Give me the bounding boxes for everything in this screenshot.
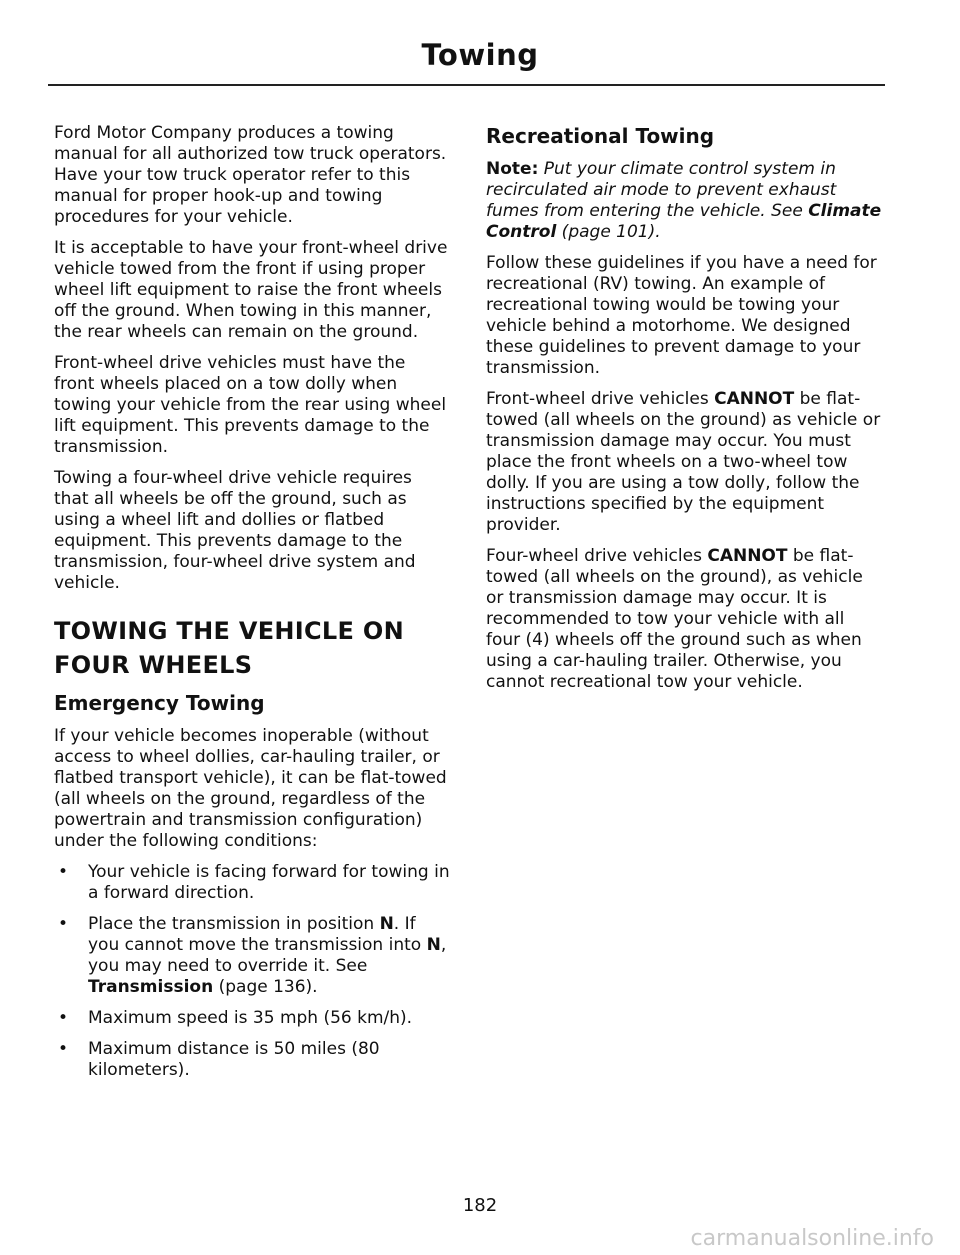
- bullet-icon: •: [58, 914, 69, 934]
- recreational-towing-heading: Recreational Towing: [486, 124, 715, 148]
- right-column: [486, 123, 882, 703]
- header-divider: [48, 84, 885, 86]
- page-reference: (page 101).: [556, 222, 661, 242]
- page-number: 182: [462, 1195, 498, 1216]
- paragraph-front-tow: It is acceptable to have your front-wheel drive vehicle towed from the front if using proper wheel lift equipment to raise the front wheels off the ground. When towing in this manner, the rear wheels can remain on the ground.: [54, 238, 448, 342]
- climate-control-link[interactable]: Climate Control: [486, 201, 882, 242]
- paragraph-emergency-conditions: If your vehicle becomes inoperable (without access to wheel dollies, car-hauling trailer, or flatbed transport vehicle), it can be flat-towed (all wheels on the ground, regardless of the powertrain and transmission configuration) under the following conditions:: [54, 726, 447, 851]
- paragraph-4wd-cannot: [486, 546, 882, 693]
- list-item-text: Place the transmission in position: [88, 914, 380, 934]
- paragraph-text: Four-wheel drive vehicles: [486, 546, 708, 566]
- paragraph-tow-manual: Ford Motor Company produces a towing manual for all authorized tow truck operators. Have your tow truck operator refer to this manual for proper hook-up and towing procedures for your vehicle.: [54, 123, 447, 227]
- list-item: [54, 862, 450, 904]
- note-text: Put your climate control system in recirculated air mode to prevent exhaust fumes from entering the vehicle. See: [486, 159, 837, 221]
- paragraph-text: be flat-towed (all wheels on the ground), as vehicle or transmission damage may occur. It is recommended to tow your vehicle with all four (4) wheels off the ground such as when using a car-hauling trailer. Otherwise, you cannot recreational tow your vehicle.: [486, 546, 863, 692]
- note-label: Note:: [486, 159, 539, 179]
- conditions-list: [54, 862, 450, 1081]
- paragraph-text: be flat-towed (all wheels on the ground) as vehicle or transmission damage may occur. You must place the front wheels on a two-wheel tow dolly. If you are using a tow dolly, follow the instructions specified by the equipment provider.: [486, 389, 881, 535]
- note-paragraph: [486, 159, 882, 243]
- list-item-text: Your vehicle is facing forward for towing in a forward direction.: [88, 862, 450, 903]
- transmission-link[interactable]: Transmission: [88, 977, 214, 997]
- emergency-towing-heading: Emergency Towing: [54, 691, 265, 715]
- list-item: [54, 1008, 450, 1029]
- bullet-icon: •: [58, 1008, 69, 1028]
- left-column: [54, 123, 450, 1091]
- cannot-emphasis: CANNOT: [714, 389, 795, 409]
- paragraph-text: Front-wheel drive vehicles: [486, 389, 715, 409]
- list-item-text: . If you cannot move the transmission into: [88, 914, 427, 955]
- paragraph-rv-guidelines: Follow these guidelines if you have a need for recreational (RV) towing. An example of recreational towing would be towing your vehicle behind a motorhome. We designed these guidelines to prevent damage to your transmission.: [486, 253, 877, 378]
- list-item: [54, 914, 450, 998]
- watermark: carmanualsonline.info: [690, 1226, 934, 1251]
- cannot-emphasis: CANNOT: [707, 546, 788, 566]
- list-item-text: Maximum distance is 50 miles (80 kilometers).: [88, 1039, 380, 1080]
- paragraph-four-wheel-drive: Towing a four-wheel drive vehicle requires that all wheels be off the ground, such as using a wheel lift and dollies or flatbed equipment. This prevents damage to the transmission, four-wheel drive system and vehicle.: [54, 468, 416, 593]
- paragraph-rear-tow: Front-wheel drive vehicles must have the front wheels placed on a tow dolly when towing your vehicle from the rear using wheel lift equipment. This prevents damage to the transmission.: [54, 353, 447, 457]
- bullet-icon: •: [58, 1039, 69, 1059]
- section-heading: TOWING THE VEHICLE ON FOUR WHEELS: [54, 617, 404, 679]
- page-reference: (page 136).: [213, 977, 318, 997]
- gear-neutral-label: N: [426, 935, 441, 955]
- page-title: Towing: [421, 38, 539, 72]
- bullet-icon: •: [58, 862, 69, 882]
- list-item-text: Maximum speed is 35 mph (56 km/h).: [88, 1008, 413, 1028]
- list-item: [54, 1039, 450, 1081]
- gear-neutral-label: N: [379, 914, 394, 934]
- list-item-text: , you may need to override it. See: [88, 935, 447, 976]
- paragraph-fwd-cannot: [486, 389, 882, 536]
